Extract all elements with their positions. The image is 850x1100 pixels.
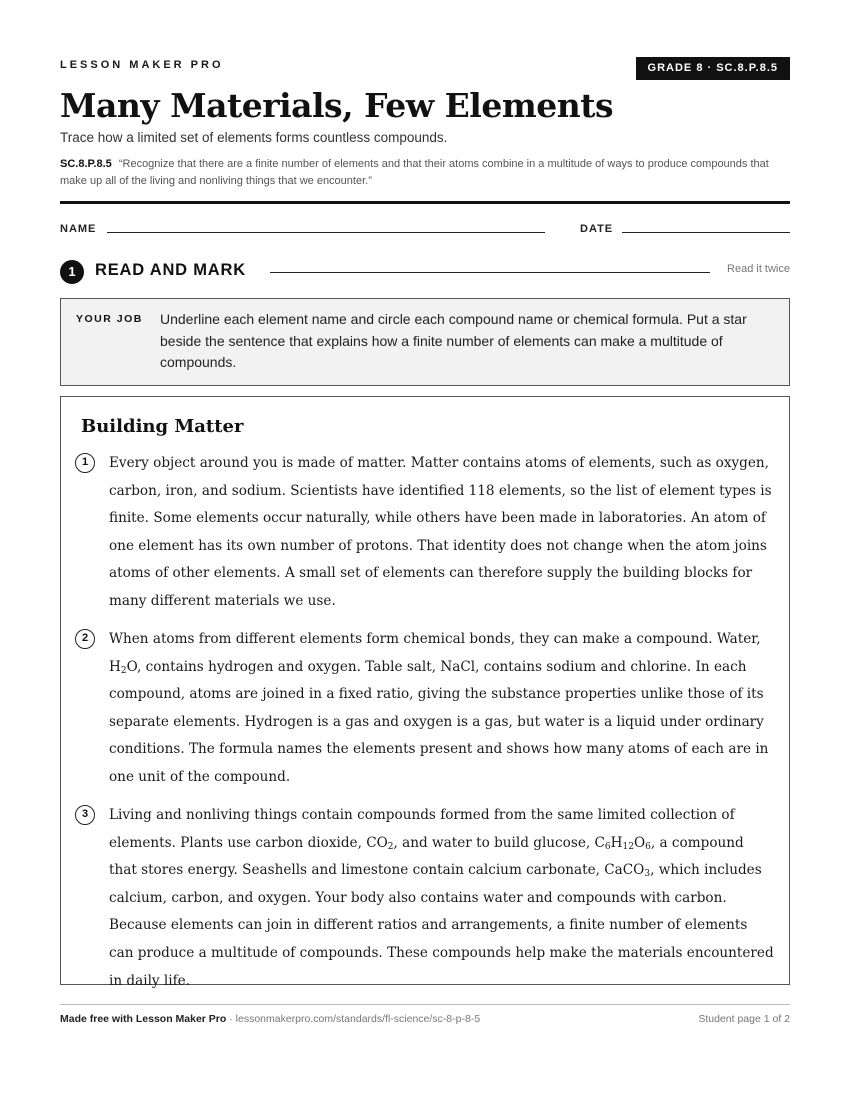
formula-subscript: 12 — [622, 841, 634, 852]
paragraph-number: 3 — [75, 805, 95, 825]
paragraph-text: Living and nonliving things contain compounds formed from the same limited collection of elements. Plants use carbon dioxide, $CO_2$, and water to build glucose, $C_6H_{12}O_6$, a compound that stores energy. Seashells and limestone contain calcium carbonate, CaCO$_3$, which includes calcium, carbon, and oxygen. Your body also contains water and compounds with carbon. Because elements can join in different ratios and arrangements, a finite number of elements can produce a multitude of compounds. These compounds help make the materials encountered in daily life. — [109, 807, 774, 989]
reading-title: Building Matter — [81, 416, 244, 437]
page-subtitle: Trace how a limited set of elements forms countless compounds. — [60, 130, 448, 145]
formula-subscript: 2 — [387, 841, 394, 852]
standard-statement — [60, 156, 790, 190]
section-divider — [270, 272, 710, 273]
paragraph-number: 1 — [75, 453, 95, 473]
formula-subscript: 3 — [644, 869, 651, 880]
name-label: NAME — [60, 223, 97, 235]
date-field[interactable] — [622, 232, 790, 233]
formula-subscript: 6 — [645, 841, 651, 852]
name-field[interactable] — [107, 232, 545, 233]
paragraph-number: 2 — [75, 629, 95, 649]
section-hint: Read it twice — [727, 263, 790, 275]
worksheet-page — [60, 0, 790, 1100]
section-number-badge: 1 — [60, 260, 84, 284]
section-title: READ AND MARK — [95, 261, 246, 279]
brand-row — [60, 57, 790, 81]
grade-badge: GRADE 8 · SC.8.P.8.5 — [636, 57, 790, 80]
standard-text: “Recognize that there are a finite number of elements and that their atoms combine in a multitude of ways to produce compounds that make up all of the living and nonliving things that we encounter.” — [60, 158, 769, 187]
date-label: DATE — [580, 223, 614, 235]
standard-code: SC.8.P.8.5 — [60, 158, 112, 170]
section-header — [60, 259, 790, 285]
footer-credit — [60, 1013, 480, 1025]
formula-subscript: 6 — [604, 841, 611, 852]
formula-subscript: 2 — [120, 665, 127, 676]
footer-divider — [60, 1004, 790, 1005]
page-title: Many Materials, Few Elements — [60, 86, 614, 125]
your-job-text: Underline each element name and circle each compound name or chemical formula. Put a star beside the sentence that explains how a finite number of elements can make a multitude of compounds. — [160, 311, 747, 370]
paragraph-text: Every object around you is made of matter. Matter contains atoms of elements, such as oxygen, carbon, iron, and sodium. Scientists have identified 118 elements, so the list of element types is finite. Some elements occur naturally, while others have been made in laboratories. An atom of one element has its own number of protons. That identity does not change when the atom joins atoms of other elements. A small set of elements can therefore supply the building blocks for many different materials we use. — [109, 455, 772, 609]
your-job-label: YOUR JOB — [76, 313, 143, 325]
name-date-row — [60, 221, 790, 241]
brand-name: LESSON MAKER PRO — [60, 59, 224, 71]
header-divider — [60, 201, 790, 204]
reading-passage — [60, 396, 790, 989]
footer-page-number: Student page 1 of 2 — [698, 1013, 790, 1025]
paragraph-text: When atoms from different elements form chemical bonds, they can make a compound. Water, $H_2O$, contains hydrogen and oxygen. Table salt, NaCl, contains sodium and chlorine. In each compound, atoms are joined in a fixed ratio, giving the substance properties unlike those of its separate elements. Hydrogen is a gas and oxygen is a gas, but water is a liquid under ordinary conditions. The formula names the elements present and shows how many atoms of each are in one unit of the compound. — [109, 631, 769, 785]
your-job-box — [60, 298, 790, 386]
footer-made-with: Made free with Lesson Maker Pro — [60, 1013, 227, 1025]
footer-url: · lessonmakerpro.com/standards/fl-science/sc-8-p-8-5 — [226, 1013, 481, 1025]
